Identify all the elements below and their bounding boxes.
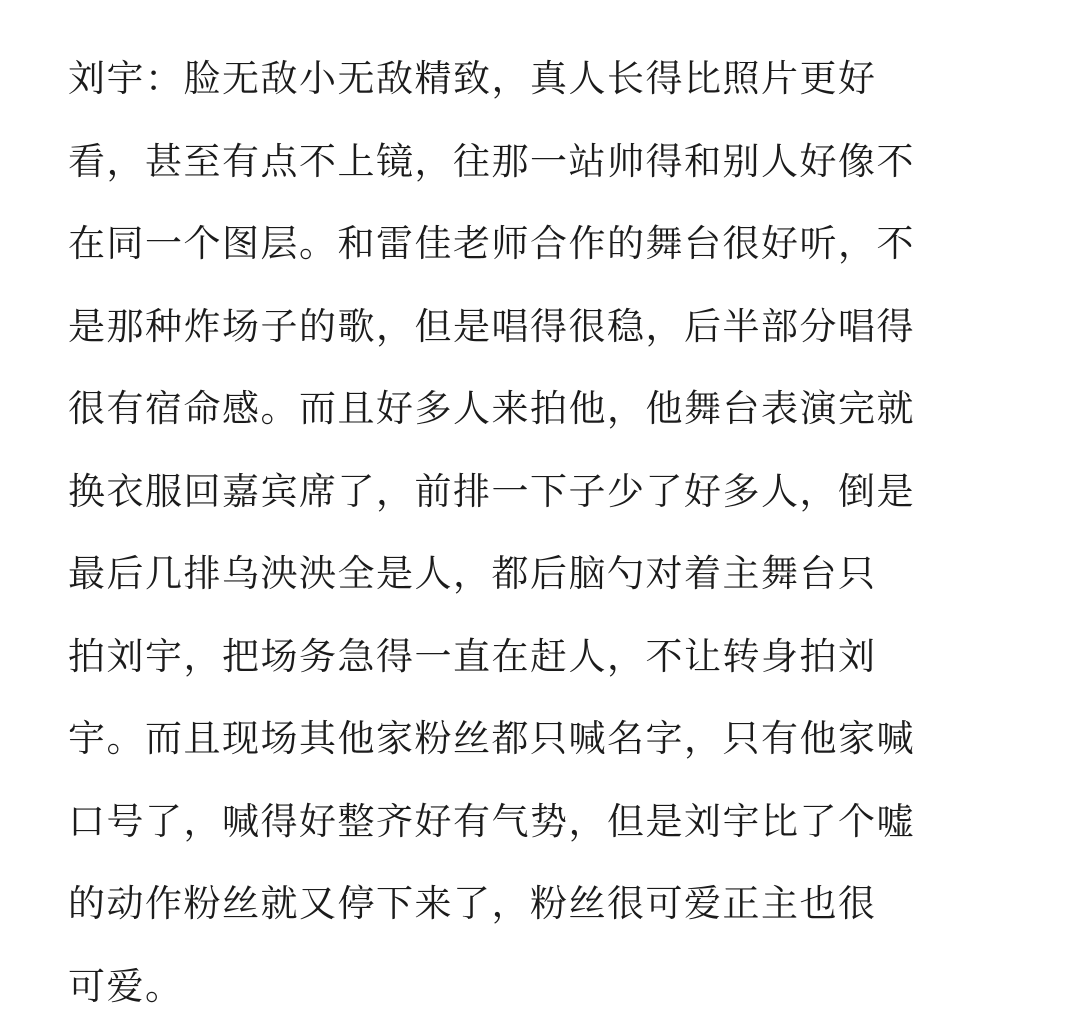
text-line: 最后几排乌泱泱全是人，都后脑勺对着主舞台只 <box>68 541 1028 624</box>
text-line: 口号了，喊得好整齐好有气势，但是刘宇比了个嘘 <box>68 789 1028 872</box>
article-text <box>68 46 1028 1036</box>
text-line: 换衣服回嘉宾席了，前排一下子少了好多人，倒是 <box>68 459 1028 542</box>
text-line: 是那种炸场子的歌，但是唱得很稳，后半部分唱得 <box>68 294 1028 377</box>
text-line: 的动作粉丝就又停下来了，粉丝很可爱正主也很 <box>68 871 1028 954</box>
text-line: 看，甚至有点不上镜，往那一站帅得和别人好像不 <box>68 129 1028 212</box>
text-line: 拍刘宇，把场务急得一直在赶人，不让转身拍刘 <box>68 624 1028 707</box>
text-line: 刘宇：脸无敌小无敌精致，真人长得比照片更好 <box>68 46 1028 129</box>
text-line: 宇。而且现场其他家粉丝都只喊名字，只有他家喊 <box>68 706 1028 789</box>
text-line: 很有宿命感。而且好多人来拍他，他舞台表演完就 <box>68 376 1028 459</box>
text-line: 在同一个图层。和雷佳老师合作的舞台很好听，不 <box>68 211 1028 294</box>
text-line: 可爱。 <box>68 954 1028 1036</box>
